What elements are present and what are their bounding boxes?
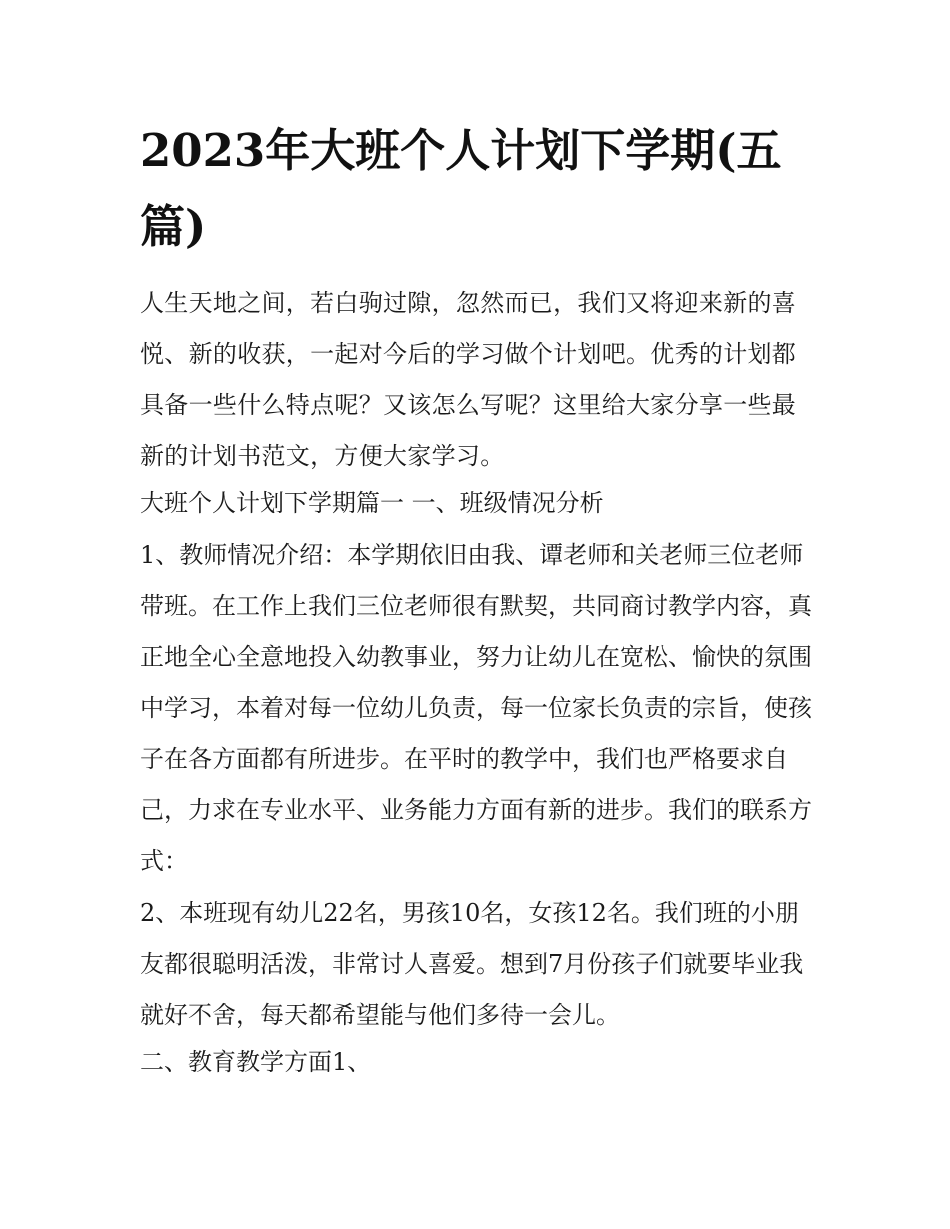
teacher-intro-paragraph: 1、教师情况介绍：本学期依旧由我、谭老师和关老师三位老师带班。在工作上我们三位老师很有默契，共同商讨教学内容，真正地全心全意地投入幼教事业，努力让幼儿在宽松、愉快的氛围中学习，本着对每一位幼儿负责，每一位家长负责的宗旨，使孩子在各方面都有所进步。在平时的教学中，我们也严格要求自己，力求在专业水平、业务能力方面有新的进步。我们的联系方式： <box>140 541 812 875</box>
section-heading-teaching: 二、教育教学方面1、 <box>140 1048 372 1076</box>
document-title: 2023年大班个人计划下学期(五篇) <box>140 124 782 253</box>
children-info-paragraph: 2、本班现有幼儿22名，男孩10名，女孩12名。我们班的小朋友都很聪明活泼，非常讨人喜爱。想到7月份孩子们就要毕业我就好不舍，每天都希望能与他们多待一会儿。 <box>140 899 804 1029</box>
section-heading-class-analysis: 大班个人计划下学期篇一 一、班级情况分析 <box>140 489 604 517</box>
intro-paragraph: 人生天地之间，若白驹过隙，忽然而已，我们又将迎来新的喜悦、新的收获，一起对今后的学习做个计划吧。优秀的计划都具备一些什么特点呢？又该怎么写呢？这里给大家分享一些最新的计划书范文，方便大家学习。 <box>140 289 797 470</box>
